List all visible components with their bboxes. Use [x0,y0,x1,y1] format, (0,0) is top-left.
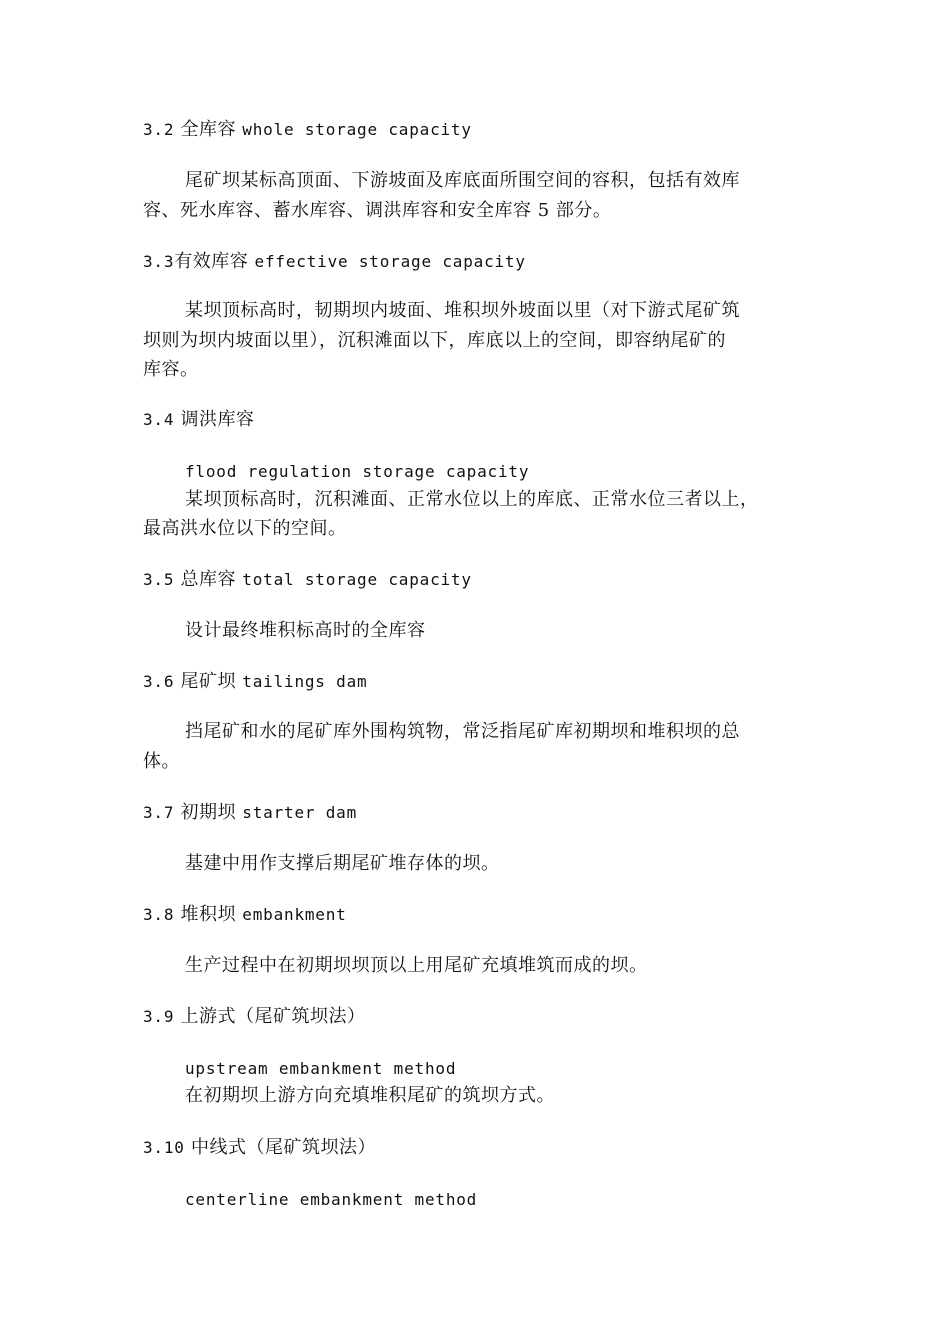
heading-cn: 总库容 [180,569,237,590]
paragraph-line: 设计最终堆积标高时的全库容 [185,620,426,641]
section-heading-3-6 [143,670,367,694]
heading-en: starter dam [242,803,358,822]
heading-cn: 初期坝 [180,802,237,823]
term-english: upstream embankment method [185,1059,457,1078]
heading-number: 3.9 [143,1007,175,1026]
paragraph-line: 某坝顶标高时，韧期坝内坡面、堆积坝外坡面以里（对下游式尾矿筑 [185,300,740,321]
heading-number: 3.8 [143,905,175,924]
section-heading-3-3 [143,250,526,274]
paragraph-line: 挡尾矿和水的尾矿库外围构筑物，常泛指尾矿库初期坝和堆积坝的总 [185,721,740,742]
paragraph-line: 容、死水库容、蓄水库容、调洪库容和安全库容 5 部分。 [143,200,612,221]
paragraph-line: 某坝顶标高时，沉积滩面、正常水位以上的库底、正常水位三者以上， [185,489,759,510]
heading-cn: 尾矿坝 [180,671,237,692]
paragraph-line: 体。 [143,751,180,772]
paragraph-line: 基建中用作支撑后期尾矿堆存体的坝。 [185,853,500,874]
paragraph-line: 在初期坝上游方向充填堆积尾矿的筑坝方式。 [185,1085,555,1106]
paragraph-line: 库容。 [143,359,199,380]
section-heading-3-4 [143,408,255,432]
heading-number: 3.10 [143,1138,185,1157]
section-heading-3-10 [143,1136,376,1160]
heading-en: tailings dam [242,672,368,691]
heading-cn: 有效库容 [174,251,249,272]
heading-number: 3.7 [143,803,175,822]
heading-en: total storage capacity [242,570,472,589]
heading-cn: 堆积坝 [180,904,237,925]
heading-en: effective storage capacity [254,252,526,271]
paragraph-line: 尾矿坝某标高顶面、下游坡面及库底面所围空间的容积，包括有效库 [185,170,740,191]
heading-cn: 中线式（尾矿筑坝法） [190,1137,376,1158]
heading-number: 3.6 [143,672,175,691]
heading-number: 3.2 [143,120,175,139]
paragraph-line: 坝则为坝内坡面以里），沉积滩面以下，库底以上的空间，即容纳尾矿的 [143,330,726,351]
heading-cn: 调洪库容 [180,409,255,430]
section-heading-3-2 [143,118,472,142]
paragraph-line: 最高洪水位以下的空间。 [143,518,347,539]
section-heading-3-7 [143,801,357,825]
heading-en: whole storage capacity [242,120,472,139]
heading-en: embankment [242,905,347,924]
heading-number: 3.3 [143,252,175,271]
paragraph-line: 生产过程中在初期坝坝顶以上用尾矿充填堆筑而成的坝。 [185,955,648,976]
heading-cn: 全库容 [180,119,237,140]
term-english: flood regulation storage capacity [185,462,530,481]
heading-number: 3.4 [143,410,175,429]
heading-cn: 上游式（尾矿筑坝法） [180,1006,366,1027]
section-heading-3-9 [143,1005,366,1029]
section-heading-3-5 [143,568,472,592]
term-english: centerline embankment method [185,1190,478,1209]
heading-number: 3.5 [143,570,175,589]
section-heading-3-8 [143,903,347,927]
